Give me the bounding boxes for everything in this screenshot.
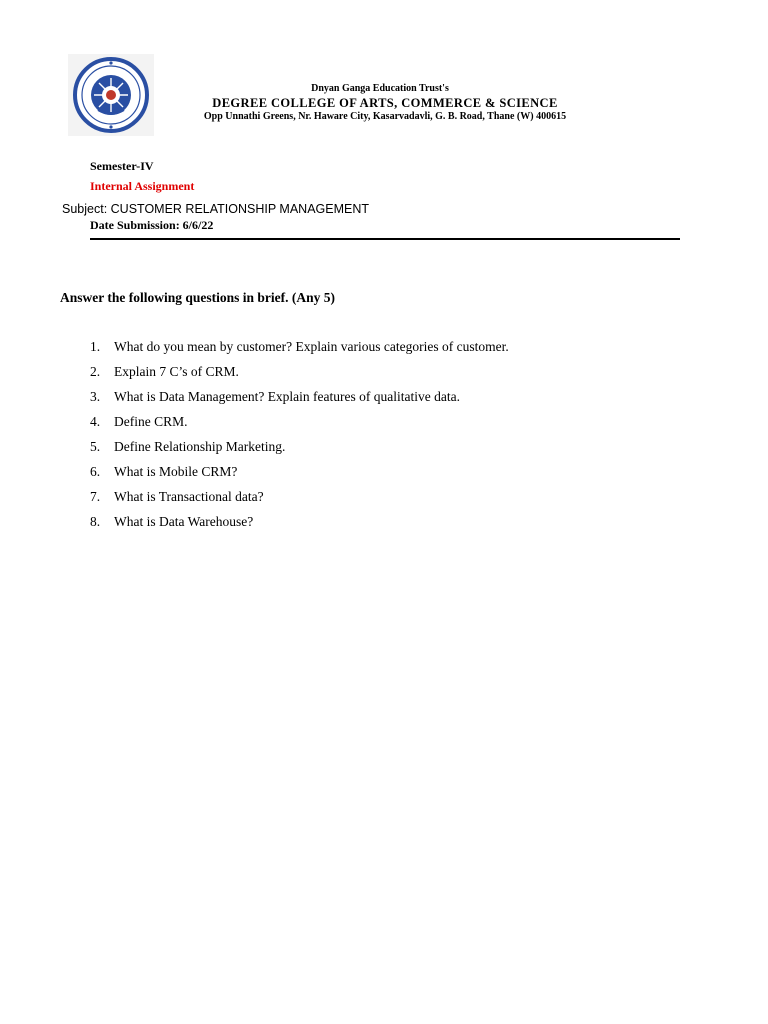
question-item <box>90 488 509 513</box>
question-item <box>90 338 509 363</box>
question-number: 1. <box>90 339 101 354</box>
question-number: 4. <box>90 414 101 429</box>
semester-label: Semester-IV <box>90 159 154 173</box>
question-item <box>90 388 509 413</box>
question-text: What is Data Warehouse? <box>114 514 254 529</box>
question-number: 2. <box>90 364 101 379</box>
college-name: DEGREE COLLEGE OF ARTS, COMMERCE & SCIENCE <box>212 96 558 110</box>
question-text: Define Relationship Marketing. <box>114 439 286 454</box>
question-number: 8. <box>90 514 101 529</box>
submission-date: Date Submission: 6/6/22 <box>90 218 214 232</box>
assignment-type-label: Internal Assignment <box>90 179 195 193</box>
question-text: What is Data Management? Explain features of qualitative data. <box>114 389 460 404</box>
header-divider <box>90 238 680 240</box>
question-number: 7. <box>90 489 101 504</box>
question-number: 6. <box>90 464 101 479</box>
question-text: Explain 7 C’s of CRM. <box>114 364 239 379</box>
question-list <box>90 338 509 538</box>
question-text: What is Transactional data? <box>114 489 264 504</box>
college-emblem-icon <box>68 54 154 136</box>
question-text: What is Mobile CRM? <box>114 464 238 479</box>
trust-name: Dnyan Ganga Education Trust's <box>311 83 449 94</box>
question-text: Define CRM. <box>114 414 188 429</box>
subject-line: Subject: CUSTOMER RELATIONSHIP MANAGEMENT <box>62 202 370 216</box>
question-item <box>90 513 509 538</box>
instruction-heading: Answer the following questions in brief. (Any 5) <box>60 290 336 305</box>
question-number: 5. <box>90 439 101 454</box>
question-number: 3. <box>90 389 101 404</box>
question-item <box>90 463 509 488</box>
college-address: Opp Unnathi Greens, Nr. Haware City, Kasarvadavli, G. B. Road, Thane (W) 400615 <box>203 111 567 122</box>
question-item <box>90 438 509 463</box>
question-text: What do you mean by customer? Explain various categories of customer. <box>114 339 509 354</box>
question-item <box>90 413 509 438</box>
college-logo <box>68 54 154 136</box>
question-item <box>90 363 509 388</box>
